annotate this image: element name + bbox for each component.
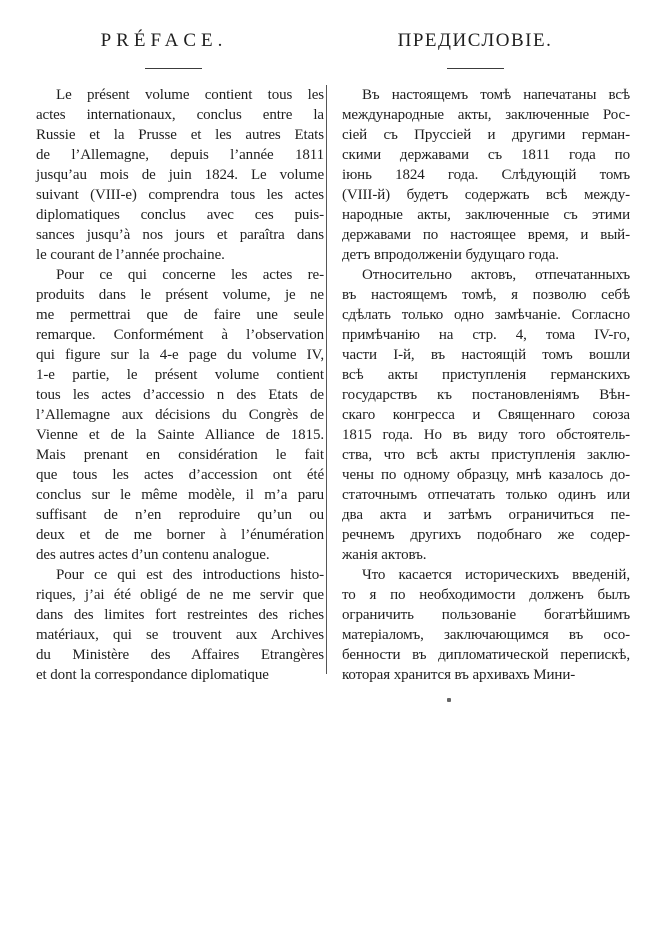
text-line: сдѣлать только одно замѣчаніе. Согласно [342,307,630,323]
preface-russian-column [342,85,630,685]
text-line: dans des limites fort restreintes des riches [36,607,324,623]
text-line: державами по настоящее время, и вый- [342,227,630,243]
text-line: скаго конгресса и Священнаго союза [342,407,630,423]
text-line: которая хранится въ архивахъ Мини- [342,667,576,683]
text-line: сіей съ Пруссіей и другими герман- [342,127,630,143]
column-divider [326,85,327,674]
text-line: diplomatiques conclus avec ces puis- [36,207,324,223]
text-line: скими державами съ 1811 года по [342,147,630,163]
text-line: suivant (VIII-e) comprendra tous les actes [36,187,324,203]
text-line: Что касается историческихъ введеній, [362,567,630,583]
text-line: tous les actes d’accessio n des Etats de [36,387,324,403]
text-line: Въ настоящемъ томѣ напечатаны всѣ [362,87,630,103]
text-line: que tous les actes d’accession ont été [36,467,324,483]
text-line: et dont la correspondance diplomatique [36,667,269,683]
text-line: remarque. Conformément à l’observation [36,327,324,343]
text-line: статочнымъ отпечатать только одинъ или [342,487,630,503]
text-line: бенности въ дипломатической перепискѣ, [342,647,630,663]
text-line: suffisant de n’en reproduire qu’un ou [36,507,324,523]
text-line: Le présent volume contient tous les [56,87,324,103]
text-line: Vienne et de la Sainte Alliance de 1815. [36,427,324,443]
text-line: produits dans le présent volume, je ne [36,287,324,303]
text-line: жанія актовъ. [342,547,427,563]
text-line: іюнь 1824 года. Слѣдующій томъ [342,167,630,183]
text-line: matériaux, qui se trouvent aux Archives [36,627,324,643]
text-line: l’Allemagne aux décisions du Congrès de [36,407,324,423]
text-line: Russie et la Prusse et les autres Etats [36,127,324,143]
text-line: le courant de l’année prochaine. [36,247,225,263]
text-line: 1-e partie, le présent volume contient [36,367,324,383]
paragraph [342,85,630,265]
text-line: riques, j’ai été obligé de ne me servir que [36,587,324,603]
text-line: 1815 года. Но въ виду того обстоятель- [342,427,630,443]
paragraph [36,565,324,685]
text-line: actes internationaux, conclus entre la [36,107,324,123]
text-line: du Ministère des Affaires Etrangères [36,647,324,663]
paragraph [36,85,324,265]
text-line: sances jusqu’à nos jours et paraîtra dans [36,227,324,243]
text-line: всѣ акты приступленія германскихъ [342,367,630,383]
preface-heading-russian: ПРЕДИСЛОВІЕ. [397,30,553,51]
text-line: Относительно актовъ, отпечатанныхъ [362,267,630,283]
text-line: два акта и затѣмъ ограничиться пе- [342,507,630,523]
text-line: me permettrai que de faire une seule [36,307,324,323]
text-line: матеріаломъ, заключающимся въ осо- [342,627,630,643]
text-line: то я по необходимости долженъ былъ [342,587,630,603]
preface-heading-french: PRÉFACE. [100,30,228,51]
text-line: qui figure sur la 4-e page du volume IV, [36,347,324,363]
text-line: въ настоящемъ томѣ, я позволю себѣ [342,287,630,303]
scan-speck [447,698,451,702]
text-line: Pour ce qui est des introductions histo- [56,567,324,583]
text-line: (VIII-й) будетъ содержать всѣ между- [342,187,630,203]
preface-french-column [36,85,324,685]
text-line: части I-й, въ настоящій томъ вошли [342,347,630,363]
text-line: детъ впродолженіи будущаго года. [342,247,559,263]
text-line: Mais prenant en considération le fait [36,447,324,463]
paragraph [36,265,324,565]
paragraph [342,565,630,685]
text-line: conclus sur le même modèle, il m’a paru [36,487,324,503]
text-line: государствъ къ постановленіямъ Вѣн- [342,387,630,403]
text-line: Pour ce qui concerne les actes re- [56,267,324,283]
text-line: речнемъ другихъ подобнаго же содер- [342,527,630,543]
text-line: de l’Allemagne, depuis l’année 1811 [36,147,324,163]
paragraph [342,265,630,565]
text-line: deux et de me borner à l’énumération [36,527,324,543]
text-line: jusqu’au mois de juin 1824. Le volume [36,167,324,183]
text-line: ограничить пользованіе богатѣйшимъ [342,607,630,623]
text-line: ства, что всѣ акты приступленія заклю- [342,447,630,463]
text-line: народные акты, заключенные съ этими [342,207,630,223]
text-line: чены по одному образцу, мнѣ казалось до- [342,467,630,483]
text-line: des autres actes d’un contenu analogue. [36,547,270,563]
text-line: примѣчанію на стр. 4, тома IV-го, [342,327,630,343]
text-line: международные акты, заключенные Рос- [342,107,630,123]
heading-rule-russian [447,68,504,69]
heading-rule-french [145,68,202,69]
